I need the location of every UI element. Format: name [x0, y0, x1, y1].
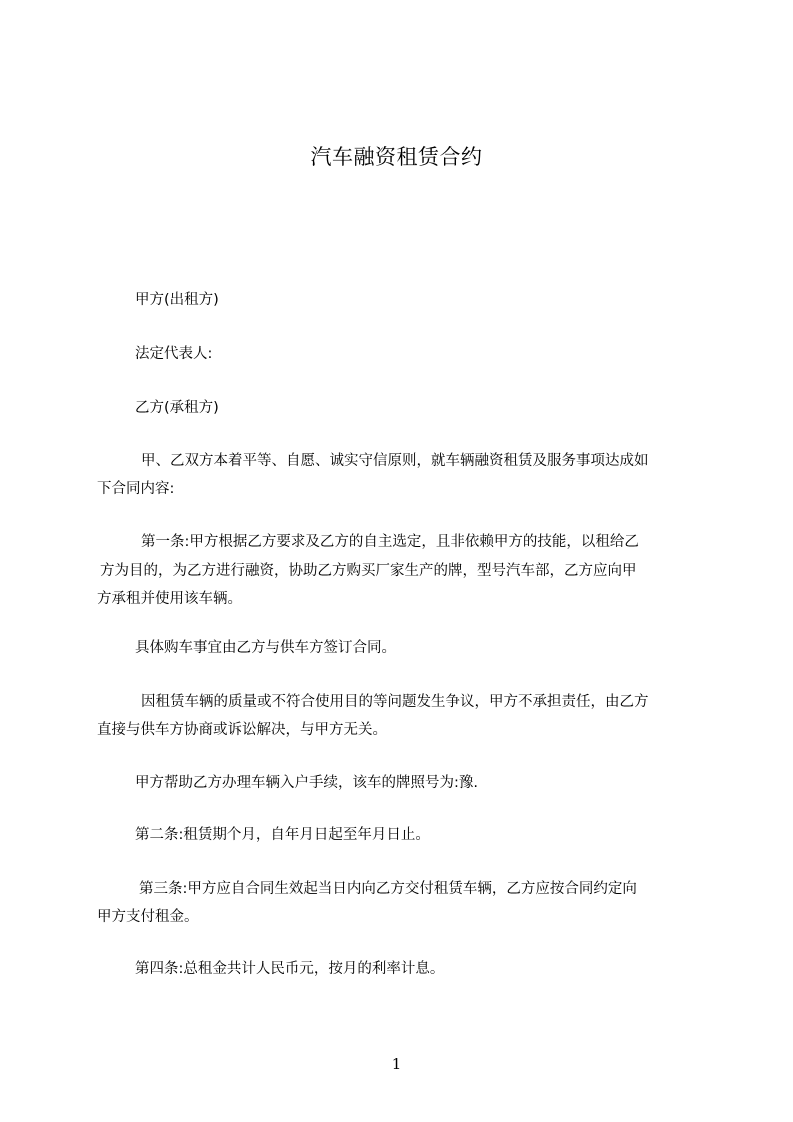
article-1-line-3: 方承租并使用该车辆。	[97, 591, 242, 607]
legal-representative-line: 法定代表人:	[135, 346, 213, 362]
article-3-line-2: 甲方支付租金。	[97, 909, 199, 925]
plate-paragraph: 甲方帮助乙方办理车辆入户手续，该车的牌照号为:豫.	[135, 775, 478, 791]
document-title: 汽车融资租赁合约	[310, 145, 483, 169]
dispute-line-1: 因租赁车辆的质量或不符合使用目的等问题发生争议，甲方不承担责任，由乙方	[141, 694, 649, 710]
article-2-paragraph: 第二条:租赁期个月，自年月日起至年月日止。	[135, 827, 430, 843]
article-3-line-1: 第三条:甲方应自合同生效起当日内向乙方交付租赁车辆，乙方应按合同约定向	[139, 881, 637, 897]
article-1-line-1: 第一条:甲方根据乙方要求及乙方的自主选定，且非依赖甲方的技能，以租给乙	[141, 534, 639, 550]
party-b-line: 乙方(承租方)	[135, 400, 219, 416]
page-number: 1	[391, 1055, 402, 1073]
purchase-paragraph: 具体购车事宜由乙方与供车方签订合同。	[135, 640, 396, 656]
preamble-line-1: 甲、乙双方本着平等、自愿、诚实守信原则，就车辆融资租赁及服务事项达成如	[141, 453, 649, 469]
article-1-line-2: 方为目的，为乙方进行融资，协助乙方购买厂家生产的牌，型号汽车部，乙方应向甲	[100, 563, 637, 579]
dispute-line-2: 直接与供车方协商或诉讼解决，与甲方无关。	[97, 722, 387, 738]
party-a-line: 甲方(出租方)	[135, 292, 219, 308]
preamble-line-2: 下合同内容:	[97, 481, 175, 497]
article-4-paragraph: 第四条:总租金共计人民币元，按月的利率计息。	[135, 961, 445, 977]
